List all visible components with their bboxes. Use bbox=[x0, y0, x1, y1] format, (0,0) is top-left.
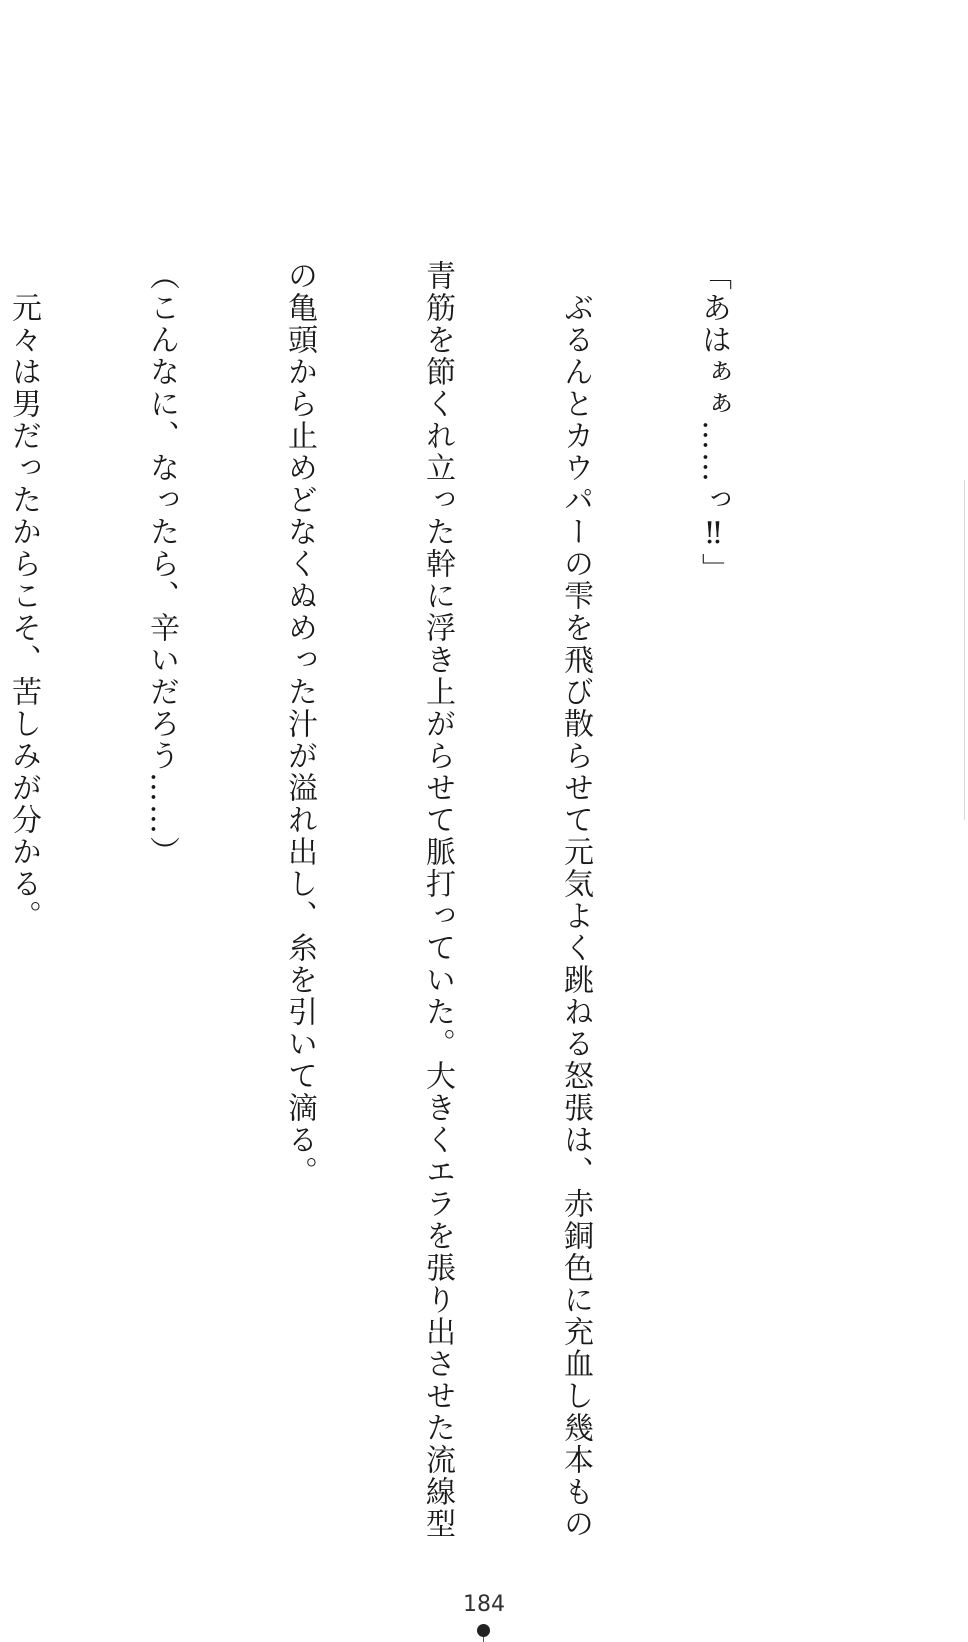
text-line: の亀頭から止めどなくぬめった汁が溢れ出し、糸を引いて滴る。 bbox=[282, 260, 317, 1188]
text-line: ぶるんとカウパーの雫を飛び散らせて元気よく跳ねる怒張は、赤銅色に充血し幾本もの bbox=[558, 260, 593, 1540]
text-line: 青筋を節くれ立った幹に浮き上がらせて脈打っていた。大きくエラを張り出させた流線型 bbox=[420, 260, 455, 1540]
page-marker-dot bbox=[477, 1624, 490, 1637]
text-line: 元々は男だったからこそ、苦しみが分かる。 bbox=[6, 260, 41, 932]
page-gutter-line bbox=[964, 480, 965, 820]
page-marker-tick bbox=[483, 1637, 484, 1642]
text-line: （こんなに、なったら、辛いだろう……） bbox=[144, 260, 179, 868]
page-number: 184 bbox=[463, 1592, 505, 1617]
vertical-text-block bbox=[0, 260, 828, 1540]
text-line: 「あはぁぁ……っ‼」 bbox=[696, 260, 731, 585]
